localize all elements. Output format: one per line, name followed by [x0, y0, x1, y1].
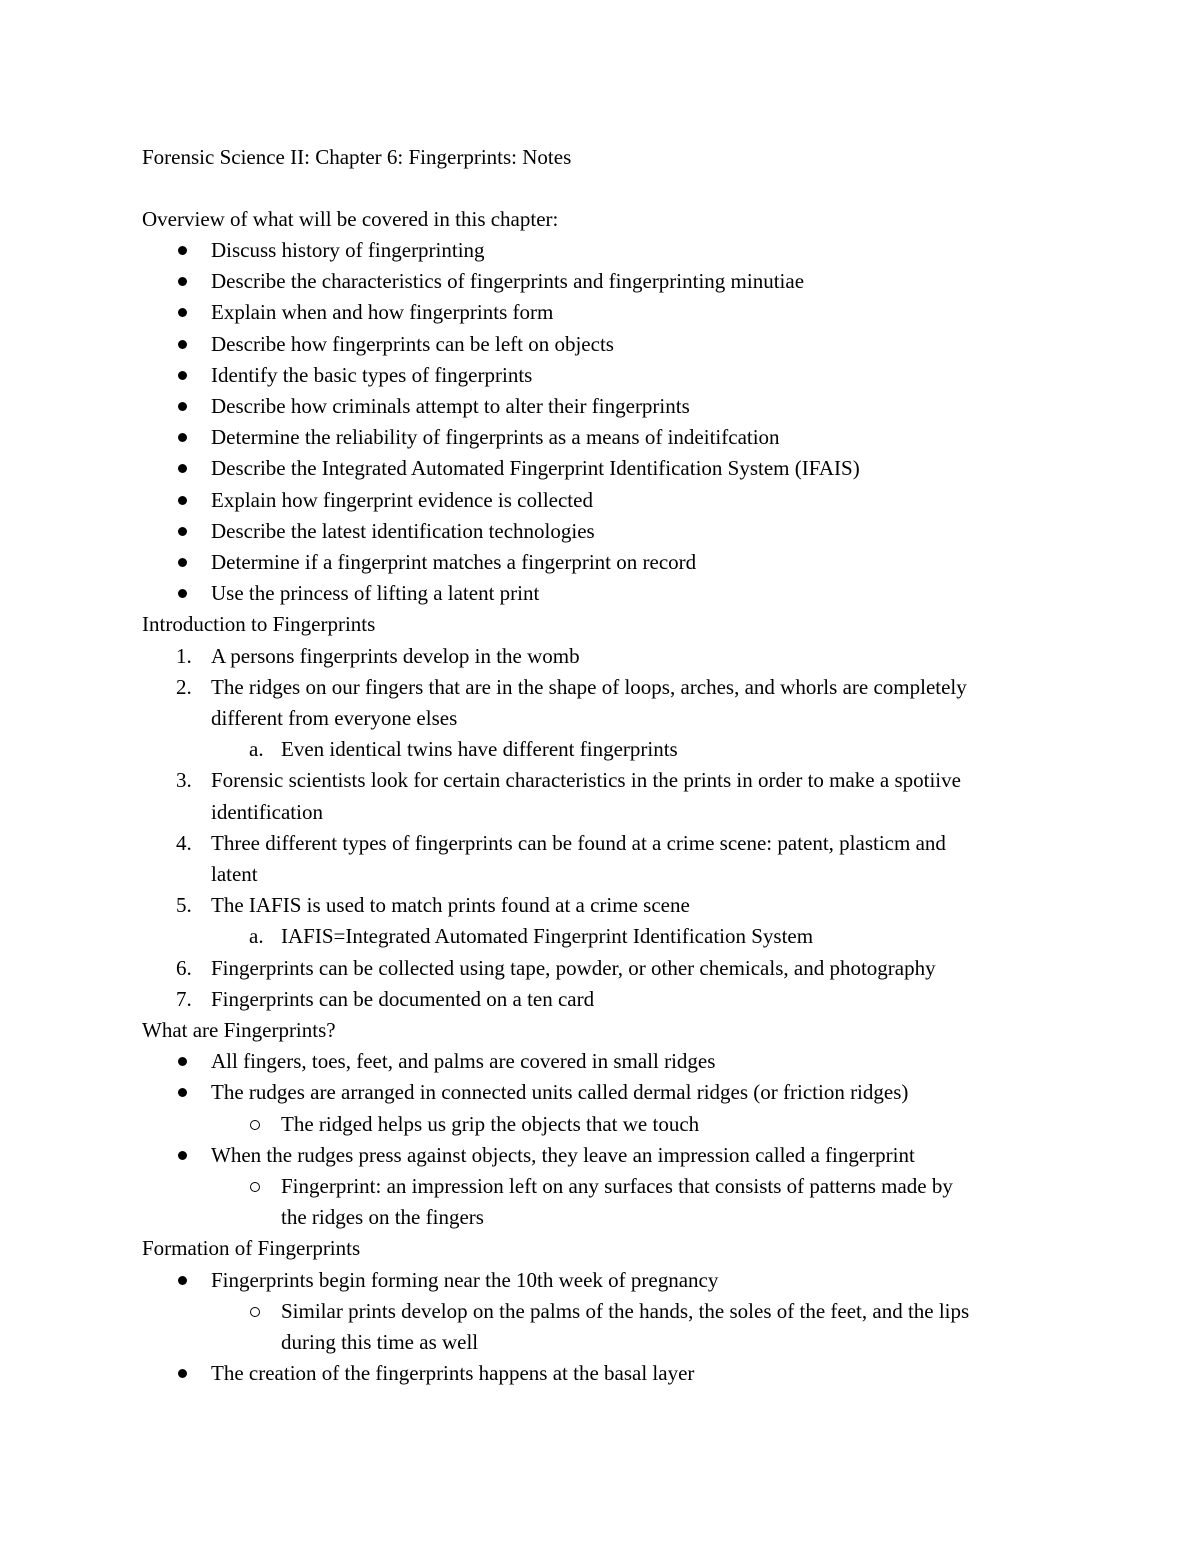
numbered-item-text: Three different types of fingerprints can be found at a crime scene: patent, plasticm and — [211, 830, 946, 855]
overview-item: Identify the basic types of fingerprints — [211, 362, 533, 387]
bullet-item-text: Fingerprints begin forming near the 10th week of pregnancy — [211, 1267, 719, 1292]
bullet-circle-icon — [250, 1307, 260, 1317]
overview-item: Describe the characteristics of fingerprints and fingerprinting minutiae — [211, 269, 805, 294]
overview-item: Determine if a fingerprint matches a fingerprint on record — [211, 550, 697, 574]
overview-item: Use the princess of lifting a latent print — [211, 581, 540, 606]
list-marker: 5. — [176, 893, 192, 918]
list-marker: a. — [249, 737, 264, 762]
bullet-item-text: When the rudges press against objects, they leave an impression called a fingerprint — [211, 1142, 915, 1167]
bullet-disc-icon — [178, 464, 187, 473]
overview-item: Explain how fingerprint evidence is collected — [211, 487, 593, 512]
numbered-item-text: A persons fingerprints develop in the womb — [211, 643, 580, 668]
bullet-item-text: The creation of the fingerprints happens at the basal layer — [211, 1361, 695, 1386]
sub-bullet-item-text: The ridged helps us grip the objects that we touch — [281, 1111, 700, 1136]
numbered-item-text: Forensic scientists look for certain characteristics in the prints in order to make a spotiive — [211, 768, 961, 793]
bullet-disc-icon — [178, 1057, 187, 1066]
lettered-subitem-text: IAFIS=Integrated Automated Fingerprint Identification System — [281, 924, 814, 949]
list-marker: 2. — [176, 674, 192, 699]
list-marker: 3. — [176, 768, 192, 793]
bullet-circle-icon — [250, 1182, 260, 1192]
overview-item: Describe the latest identification technologies — [211, 518, 595, 543]
sub-bullet-item-text: Fingerprint: an impression left on any surfaces that consists of patterns made by — [281, 1174, 953, 1198]
numbered-item-text: latent — [211, 862, 258, 886]
bullet-disc-icon — [178, 1276, 187, 1285]
list-marker: 7. — [176, 986, 192, 1011]
numbered-item-text: The IAFIS is used to match prints found at a crime scene — [211, 893, 690, 918]
bullet-disc-icon — [178, 558, 187, 567]
overview-item: Describe how criminals attempt to alter their fingerprints — [211, 394, 690, 418]
bullet-disc-icon — [178, 246, 187, 255]
bullet-disc-icon — [178, 527, 187, 536]
bullet-disc-icon — [178, 402, 187, 411]
overview-item: Explain when and how fingerprints form — [211, 300, 554, 325]
overview-heading: Overview of what will be covered in this chapter: — [142, 207, 559, 231]
lettered-subitem-text: Even identical twins have different fingerprints — [281, 737, 678, 762]
bullet-circle-icon — [250, 1120, 260, 1130]
bullet-disc-icon — [178, 589, 187, 598]
bullet-disc-icon — [178, 308, 187, 317]
sub-bullet-item-text: during this time as well — [281, 1330, 479, 1354]
numbered-item-text: The ridges on our fingers that are in the shape of loops, arches, and whorls are completely — [211, 674, 967, 699]
sub-bullet-item-text: the ridges on the fingers — [281, 1205, 484, 1230]
list-marker: 1. — [176, 643, 192, 668]
list-marker: a. — [249, 924, 264, 949]
numbered-item-text: Fingerprints can be collected using tape, powder, or other chemicals, and photography — [211, 955, 936, 980]
bullet-disc-icon — [178, 340, 187, 349]
bullet-disc-icon — [178, 496, 187, 505]
overview-item: Discuss history of fingerprinting — [211, 238, 485, 262]
document-title: Forensic Science II: Chapter 6: Fingerprints: Notes — [142, 145, 572, 169]
bullet-disc-icon — [178, 371, 187, 380]
bullet-item-text: All fingers, toes, feet, and palms are covered in small ridges — [211, 1049, 716, 1074]
section-heading: Introduction to Fingerprints — [142, 612, 376, 637]
list-marker: 4. — [176, 830, 192, 855]
numbered-item-text: identification — [211, 799, 323, 824]
list-marker: 6. — [176, 955, 192, 980]
overview-item: Determine the reliability of fingerprints as a means of indeitifcation — [211, 425, 780, 450]
section-heading: Formation of Fingerprints — [142, 1236, 361, 1261]
bullet-disc-icon — [178, 1369, 187, 1378]
overview-item: Describe the Integrated Automated Fingerprint Identification System (IFAIS) — [211, 456, 860, 481]
numbered-item-text: different from everyone elses — [211, 706, 458, 730]
bullet-item-text: The rudges are arranged in connected units called dermal ridges (or friction ridges) — [211, 1080, 909, 1105]
bullet-disc-icon — [178, 1151, 187, 1160]
bullet-disc-icon — [178, 433, 187, 442]
bullet-disc-icon — [178, 277, 187, 286]
overview-item: Describe how fingerprints can be left on objects — [211, 331, 614, 356]
numbered-item-text: Fingerprints can be documented on a ten card — [211, 986, 595, 1011]
section-heading: What are Fingerprints? — [142, 1018, 336, 1042]
sub-bullet-item-text: Similar prints develop on the palms of the hands, the soles of the feet, and the lips — [281, 1298, 970, 1323]
bullet-disc-icon — [178, 1088, 187, 1097]
